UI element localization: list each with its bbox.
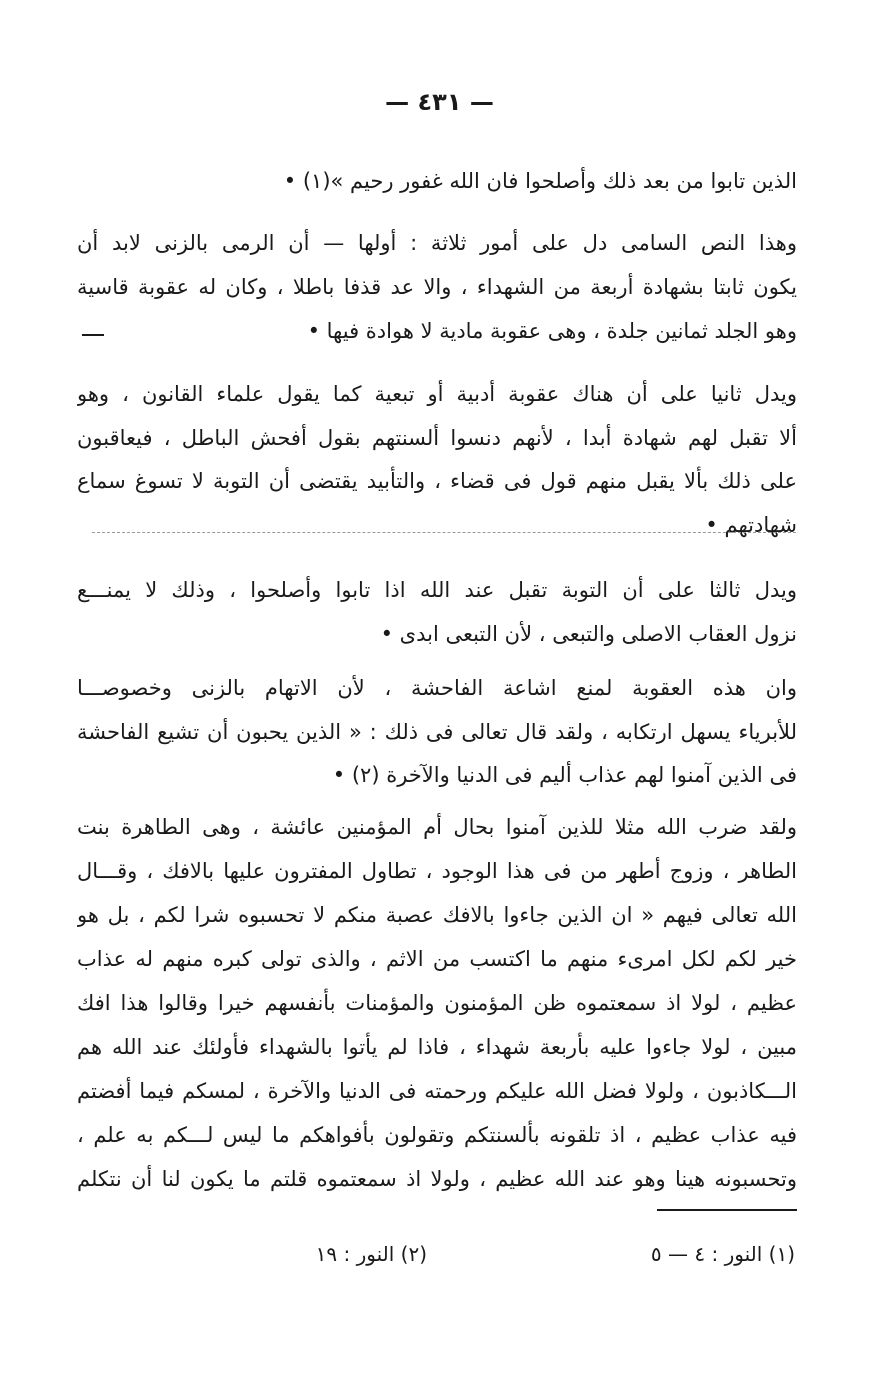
text-line: على ذلك بألا يقبل منهم قول فى قضاء ، والتأبيد يقتضى أن التوبة لا تسوغ سماع [77,469,797,493]
text-line: للأبرياء يسهل ارتكابه ، ولقد قال تعالى فى ذلك : « الذين يحبون أن تشيع الفاحشة [77,720,797,744]
text-line: وتحسبونه هينا وهو عند الله عظيم ، ولولا اذ سمعتموه قلتم ما يكون لنا أن نتكلم [77,1167,797,1191]
text-line: مبين ، لولا جاءوا عليه بأربعة شهداء ، فاذا لم يأتوا بالشهداء فأولئك عند الله هم [77,1035,797,1059]
text-line: عظيم ، لولا اذ سمعتموه ظن المؤمنون والمؤمنات بأنفسهم خيرا وقالوا هذا افك [77,991,797,1015]
text-line: فى الذين آمنوا لهم عذاب أليم فى الدنيا والآخرة (٢) • [332,763,797,787]
text-line: وان هذه العقوبة لمنع اشاعة الفاحشة ، لأن الاتهام بالزنى وخصوصـــا [77,676,797,700]
footnote-rule [657,1209,797,1211]
text-line: وهو الجلد ثمانين جلدة ، وهى عقوبة مادية لا هوادة فيها • [307,319,797,343]
page-number: — ٤٣١ — [385,88,494,116]
text-line: ويدل ثالثا على أن التوبة تقبل عند الله اذا تابوا وأصلحوا ، وذلك لا يمنـــع [77,578,797,602]
text-line: شهادتهم • [705,513,797,537]
footnote-2: (٢) النور : ١٩ [315,1242,427,1266]
text-line: يكون ثابتا بشهادة أربعة من الشهداء ، والا عد قذفا باطلا ، وكان له عقوبة قاسية [77,275,797,299]
text-line: ويدل ثانيا على أن هناك عقوبة أدبية أو تبعية كما يقول علماء القانون ، وهو [77,382,797,406]
text-line: الـــكاذبون ، ولولا فضل الله عليكم ورحمته فى الدنيا والآخرة ، لمسكم فيما أفضتم [77,1079,797,1103]
text-line: خير لكم لكل امرىء منهم ما اكتسب من الاثم ، والذى تولى كبره منهم له عذاب [77,947,797,971]
text-line: الله تعالى فيهم « ان الذين جاءوا بالافك عصبة منكم لا تحسبوه شرا لكم ، بل هو [77,903,797,927]
footnote-1: (١) النور : ٤ — ٥ [650,1242,795,1266]
text-line: ولقد ضرب الله مثلا للذين آمنوا بحال أم المؤمنين عائشة ، وهى الطاهرة بنت [77,815,797,839]
separator-line [92,532,796,533]
text-line: ألا تقبل لهم شهادة أبدا ، لأنهم دنسوا ألسنتهم بقول أفحش الباطل ، فيعاقبون [77,426,797,450]
line-dash [82,334,104,336]
text-line: فيه عذاب عظيم ، اذ تلقونه بألسنتكم وتقولون بأفواهكم ما ليس لـــكم به علم ، [77,1123,797,1147]
text-line: نزول العقاب الاصلى والتبعى ، لأن التبعى ابدى • [380,622,797,646]
text-line: الذين تابوا من بعد ذلك وأصلحوا فان الله غفور رحيم »(١) • [283,169,797,193]
text-line: الطاهر ، وزوج أطهر من فى هذا الوجود ، تطاول المفترون عليها بالافك ، وقـــال [77,859,797,883]
text-line: وهذا النص السامى دل على أمور ثلاثة : أولها — أن الرمى بالزنى لابد أن [77,231,797,255]
